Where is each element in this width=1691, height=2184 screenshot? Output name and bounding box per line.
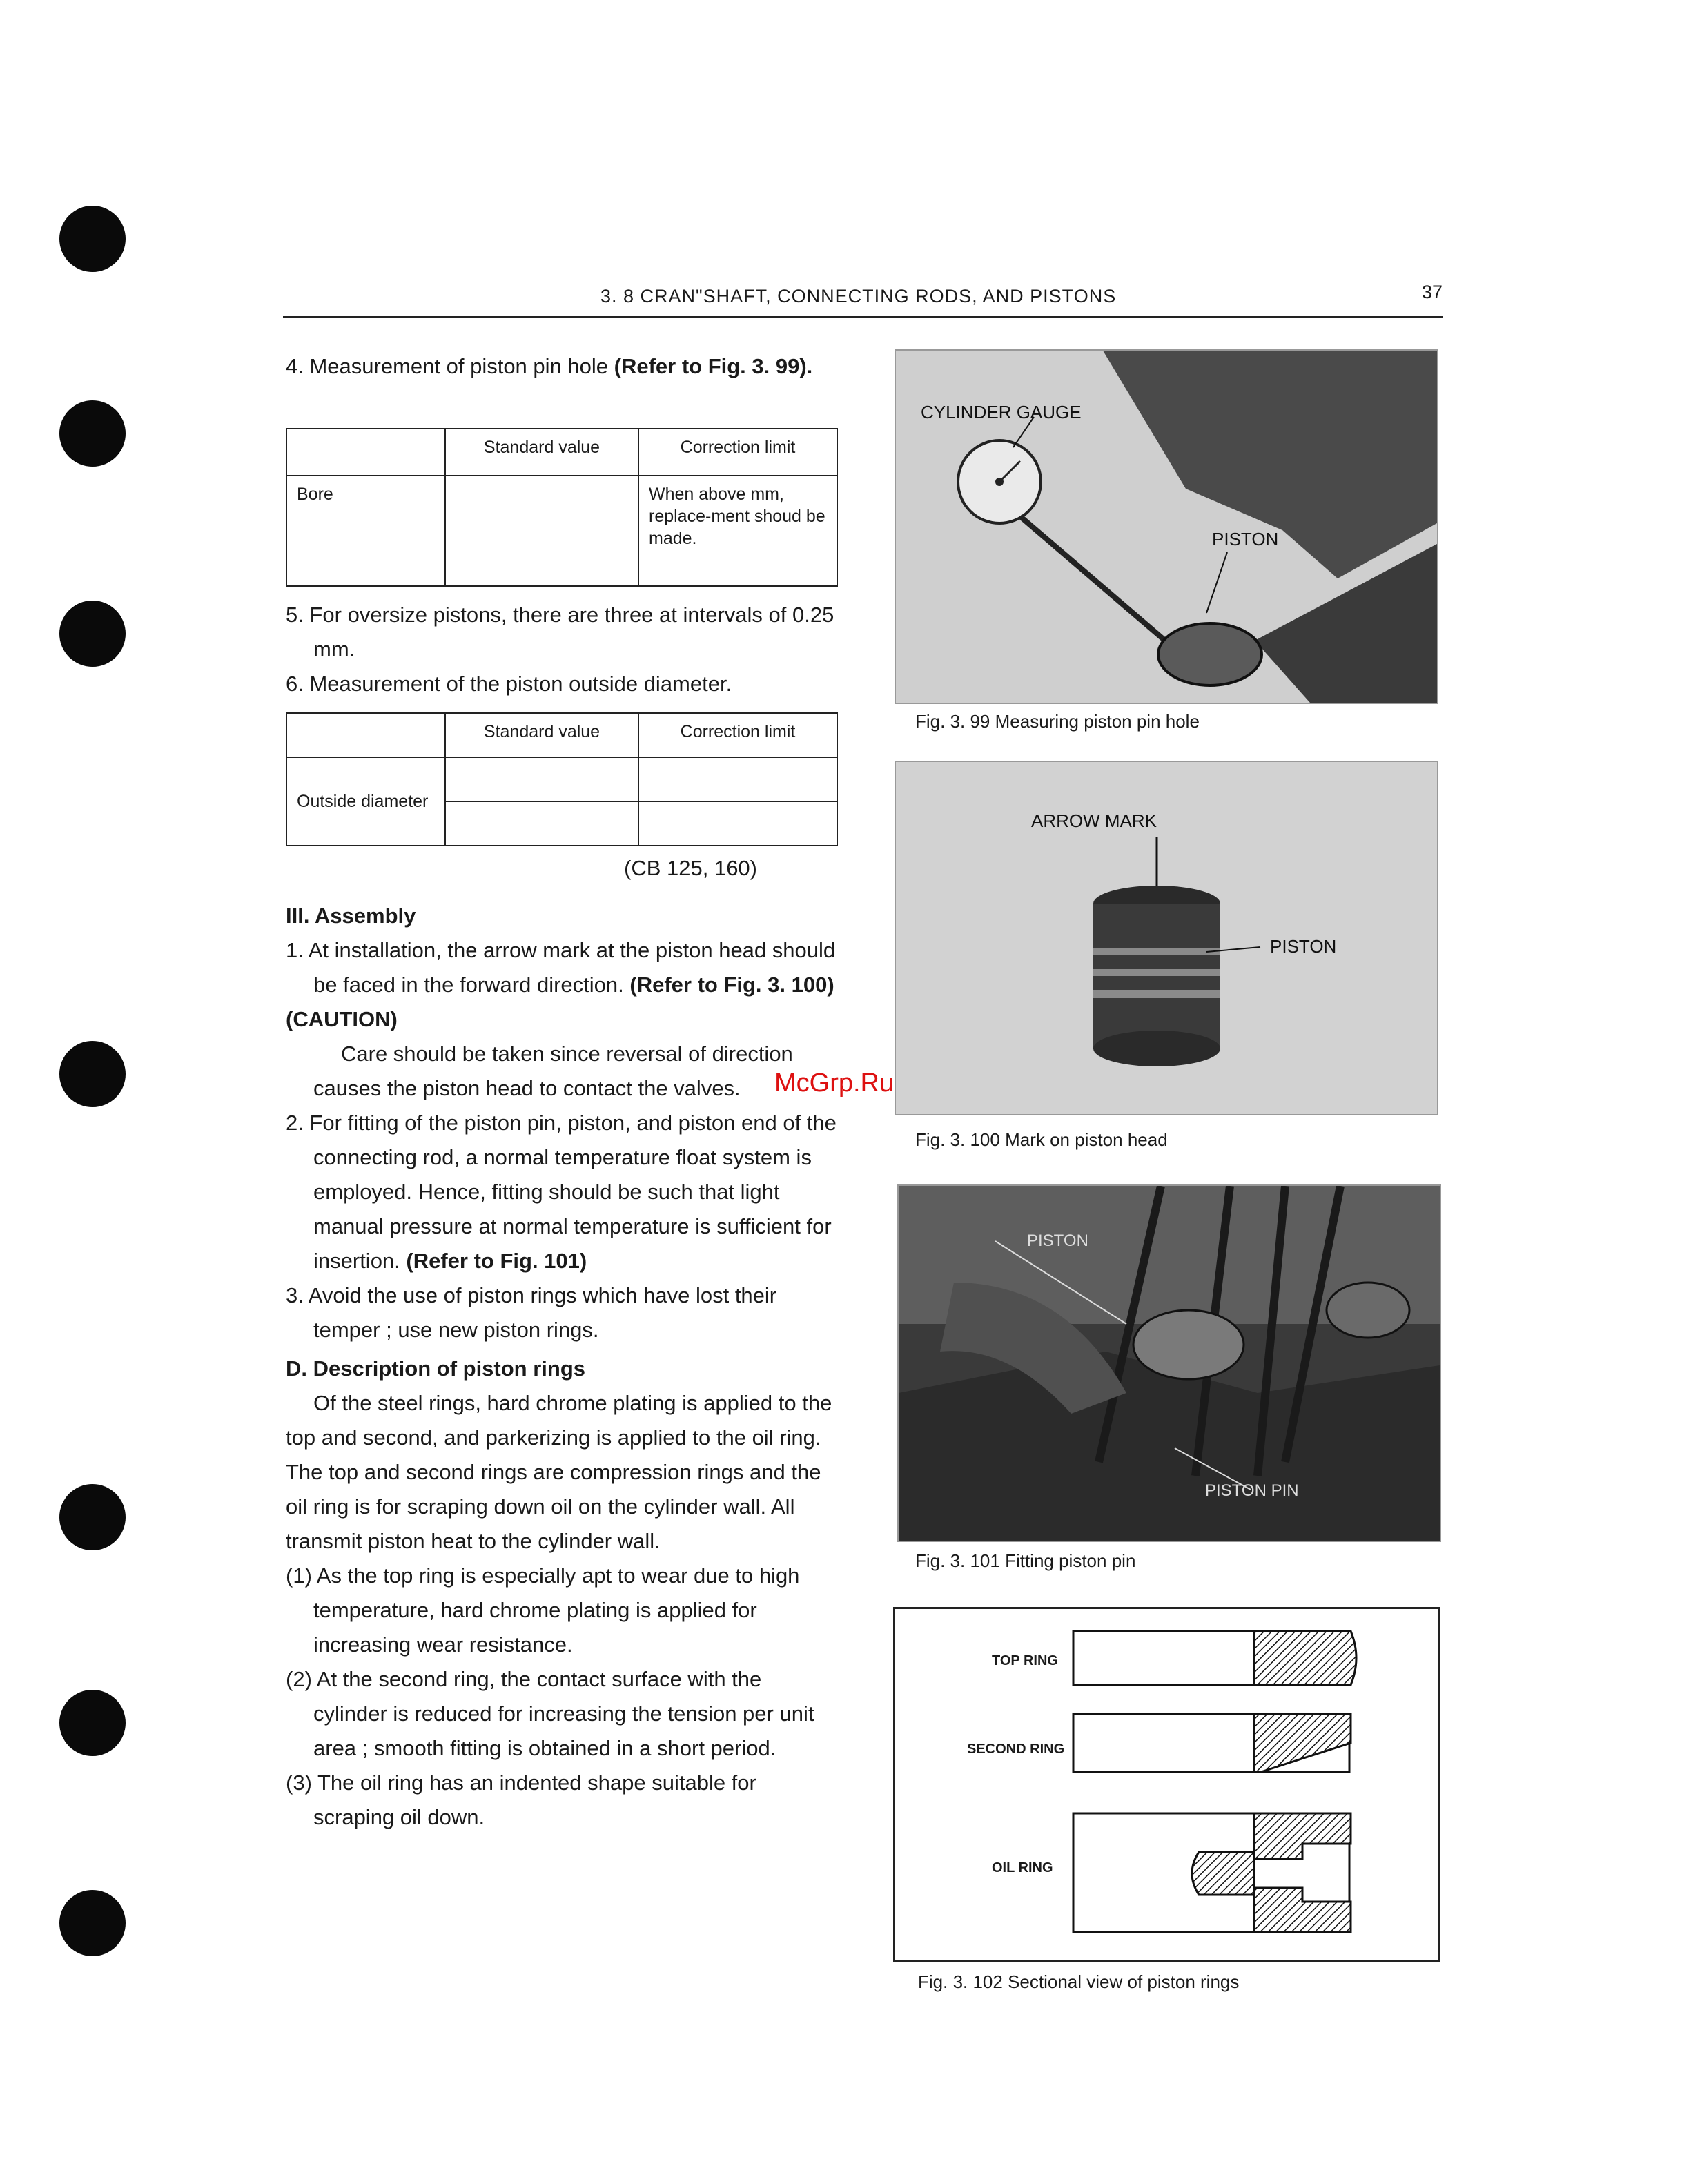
table-cell — [445, 757, 638, 801]
label-piston: PISTON — [1212, 529, 1279, 549]
label-top-ring: TOP RING — [992, 1653, 1058, 1668]
table-cell — [445, 476, 638, 586]
table-header — [286, 429, 445, 476]
table-cell — [445, 801, 638, 846]
binder-hole — [59, 1890, 126, 1956]
item-4: 4. Measurement of piston pin hole (Refer to Fig. 3. 99). — [286, 354, 813, 378]
left-column — [286, 349, 838, 384]
caption-fig-3-99: Fig. 3. 99 Measuring piston pin hole — [915, 711, 1200, 732]
binder-hole — [59, 601, 126, 667]
assembly-heading: III. Assembly — [286, 904, 416, 928]
table-header — [286, 713, 445, 757]
binder-hole — [59, 400, 126, 467]
table-outside-diameter — [286, 712, 838, 846]
label-oil-ring: OIL RING — [992, 1860, 1053, 1875]
table-cell: Bore — [286, 476, 445, 586]
table-cell — [638, 801, 837, 846]
caption-fig-3-102: Fig. 3. 102 Sectional view of piston rings — [918, 1971, 1240, 1992]
rings-item-1: (1) As the top ring is especially apt to wear due to high temperature, hard chrome plating is applied for increasing wear resistance. — [286, 1563, 800, 1657]
rings-paragraph: Of the steel rings, hard chrome plating is applied to the top and second, and parkerizing is applied to the oil ring. The top and second rings are compression rings and the oil ring is for scraping down oil on the cylinder wall. All transmit piston heat to the cylinder wall. — [286, 1391, 832, 1553]
watermark: McGrp.Ru — [774, 1069, 895, 1098]
label-cylinder-gauge: CYLINDER GAUGE — [921, 402, 1082, 422]
item-6: 6. Measurement of the piston outside diameter. — [286, 672, 732, 696]
engine-photo — [899, 1186, 1440, 1541]
rings-item-2: (2) At the second ring, the contact surface with the cylinder is reduced for increasing the tension per unit area ; smooth fitting is obtained in a short period. — [286, 1667, 814, 1760]
figure-3-99 — [895, 349, 1438, 704]
piston-rings-diagram — [895, 1609, 1438, 1960]
table-cell — [638, 757, 837, 801]
caution-text: Care should be taken since reversal of direction causes the piston head to contact the valves. — [313, 1042, 793, 1100]
section-title: 3. 8 CRAN"SHAFT, CONNECTING RODS, AND PISTONS — [600, 286, 1117, 306]
label-arrow-mark: ARROW MARK — [1031, 810, 1157, 831]
figure-3-100 — [895, 761, 1438, 1115]
binder-hole — [59, 1484, 126, 1550]
binder-hole — [59, 1690, 126, 1756]
page-number: 37 — [1421, 282, 1443, 302]
table-header: Correction limit — [638, 429, 837, 476]
table-bore — [286, 428, 838, 587]
rings-heading: D. Description of piston rings — [286, 1356, 586, 1381]
piston-photo — [896, 762, 1437, 1114]
model-note: (CB 125, 160) — [624, 856, 757, 880]
rings-item-3: (3) The oil ring has an indented shape suitable for scraping oil down. — [286, 1771, 756, 1829]
left-column-mid — [286, 598, 838, 701]
table-header: Correction limit — [638, 713, 837, 757]
assembly-item-3: 3. Avoid the use of piston rings which have lost their temper ; use new piston rings. — [286, 1283, 777, 1342]
caution-heading: (CAUTION) — [286, 1007, 398, 1031]
table-header: Standard value — [445, 429, 638, 476]
label-piston: PISTON — [1270, 936, 1337, 957]
left-column-lower — [286, 899, 838, 1835]
binder-hole — [59, 1041, 126, 1107]
label-piston: PISTON — [1027, 1231, 1088, 1250]
caption-fig-3-100: Fig. 3. 100 Mark on piston head — [915, 1129, 1168, 1150]
figure-3-102 — [893, 1607, 1440, 1962]
figure-3-101 — [897, 1184, 1441, 1542]
label-second-ring: SECOND RING — [967, 1742, 1065, 1757]
table-cell: When above mm, replace-ment shoud be made. — [638, 476, 837, 586]
table-cell: Outside diameter — [286, 757, 445, 846]
caption-fig-3-101: Fig. 3. 101 Fitting piston pin — [915, 1550, 1136, 1571]
page-header — [283, 282, 1443, 318]
item-5: 5. For oversize pistons, there are three at intervals of 0.25 mm. — [286, 603, 834, 661]
assembly-item-2: 2. For fitting of the piston pin, piston, and piston end of the connecting rod, a normal temperature float system is employed. Hence, fitting should be such that light manual pressure at normal temperature is sufficient for insertion. (Refer to Fig. 101) — [286, 1111, 837, 1273]
assembly-item-1: 1. At installation, the arrow mark at the piston head should be faced in the forward direction. (Refer to Fig. 3. 100) — [286, 938, 836, 997]
table-header: Standard value — [445, 713, 638, 757]
binder-hole — [59, 206, 126, 272]
label-piston-pin: PISTON PIN — [1205, 1481, 1299, 1500]
